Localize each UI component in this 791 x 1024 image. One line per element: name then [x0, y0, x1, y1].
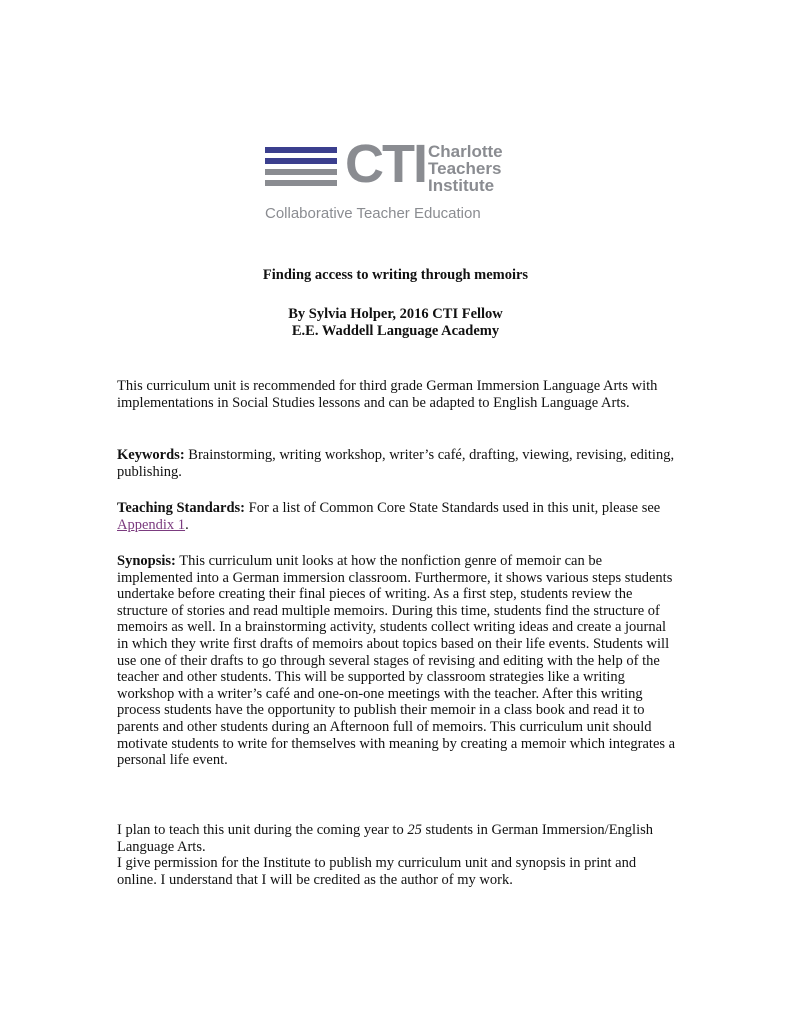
plan-paragraph: I plan to teach this unit during the coming year to 25 students in German Immersion/English Language Arts. I give permission for the Institute to publish my curriculum unit and synopsis in print and online. I understand that I will be credited as the author of my work.: [117, 822, 677, 888]
permission-statement: I give permission for the Institute to publish my curriculum unit and synopsis in print and online. I understand that I will be credited as the author of my work.: [117, 855, 637, 888]
standards-paragraph: Teaching Standards: For a list of Common Core State Standards used in this unit, please see Appendix 1.: [117, 500, 661, 533]
synopsis-paragraph: [117, 553, 677, 769]
keywords-text: Brainstorming, writing workshop, writer’s café, drafting, viewing, revising, editing, publishing.: [117, 447, 675, 480]
logo-mark: CTI: [345, 134, 426, 194]
intro-paragraph: This curriculum unit is recommended for third grade German Immersion Language Arts with implementations in Social Studies lessons and can be adapted to English Language Arts.: [117, 378, 658, 411]
standards-label: Teaching Standards:: [117, 500, 245, 516]
author-byline: By Sylvia Holper, 2016 CTI Fellow: [288, 306, 503, 322]
student-count: 25: [407, 822, 422, 838]
school-name: E.E. Waddell Language Academy: [291, 323, 500, 339]
appendix-link[interactable]: Appendix 1: [117, 516, 186, 533]
logo-bars-graphic: [265, 147, 337, 191]
logo-name: Charlotte Teachers Institute: [428, 142, 503, 195]
cti-logo: [265, 134, 527, 223]
keywords-paragraph: [117, 447, 677, 480]
synopsis-text: This curriculum unit looks at how the nonfiction genre of memoir can be implemented into a German immersion classroom. Furthermore, it shows various steps students undertake before creating their final pieces of writing. As a first step, students review the structure of stories and read multiple memoirs. During this time, students find the structure of memoirs as well. In a brainstorming activity, students collect writing ideas and create a journal in which they write first drafts of memoirs about topics based on their life events. Students will use one of their drafts to go through several stages of revising and editing with the help of the teacher and other students. This will be supported by classroom strategies like a writing workshop with a writer’s café and one-on-one meetings with the teacher. After this writing process students have the opportunity to publish their memoir in a class book and read it to parents and other students during an Afternoon full of memoirs. This curriculum unit should motivate students to write for themselves with meaning by creating a memoir which integrates a personal life event.: [117, 553, 676, 769]
keywords-label: Keywords:: [117, 447, 185, 463]
logo-tagline: Collaborative Teacher Education: [265, 205, 481, 222]
document-title: Finding access to writing through memoirs: [262, 267, 529, 283]
synopsis-label: Synopsis:: [117, 553, 176, 569]
